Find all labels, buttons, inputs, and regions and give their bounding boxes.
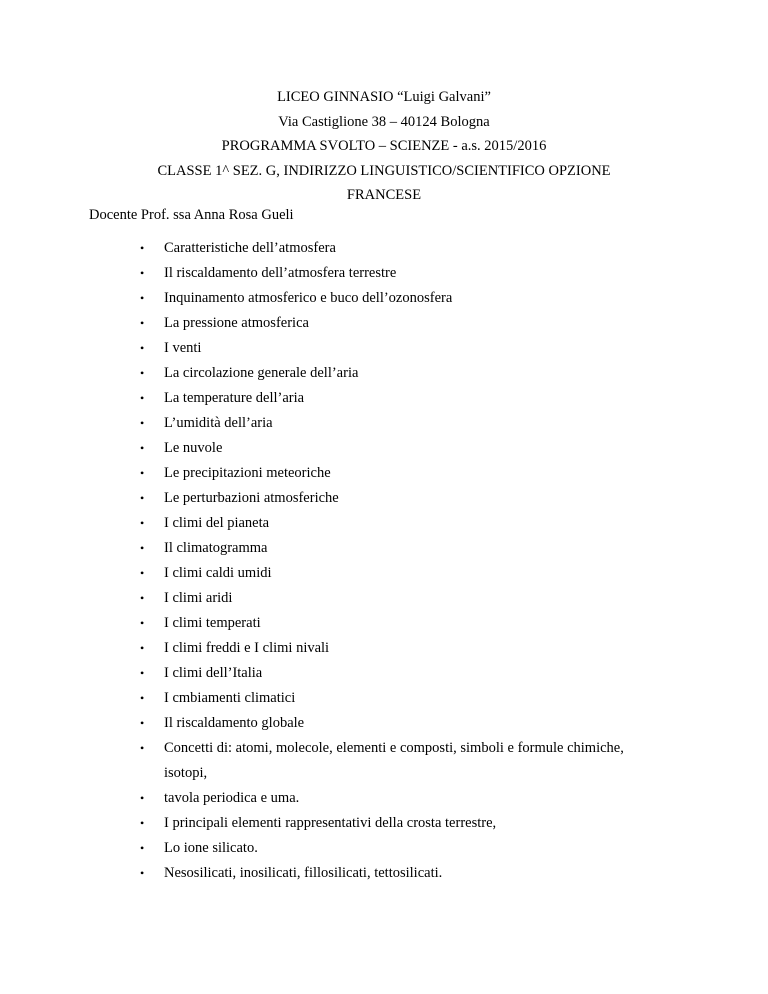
bullet-icon: • <box>140 391 145 405</box>
bullet-icon: • <box>140 466 145 480</box>
topic-item <box>140 686 640 711</box>
topic-item <box>140 486 640 511</box>
topic-text: I venti <box>164 340 202 356</box>
bullet-icon: • <box>140 366 145 380</box>
bullet-icon: • <box>140 291 145 305</box>
topic-text: Il riscaldamento globale <box>164 715 305 731</box>
topic-item <box>140 611 640 636</box>
topic-item <box>140 236 640 261</box>
topic-text: I climi freddi e I climi nivali <box>164 640 330 656</box>
topic-item <box>140 286 640 311</box>
class-line-1: CLASSE 1^ SEZ. G, INDIRIZZO LINGUISTICO/SCIENTIFICO OPZIONE <box>157 163 611 179</box>
bullet-icon: • <box>140 741 145 755</box>
bullet-icon: • <box>140 641 145 655</box>
bullet-icon: • <box>140 666 145 680</box>
topic-text: Lo ione silicato. <box>164 840 258 856</box>
topic-text: I climi dell’Italia <box>164 665 263 681</box>
bullet-icon: • <box>140 416 145 430</box>
topic-text: Le perturbazioni atmosferiche <box>164 490 339 506</box>
topic-item <box>140 811 640 836</box>
topic-text: I cmbiamenti climatici <box>164 690 296 706</box>
topic-text: La pressione atmosferica <box>164 315 309 331</box>
school-name: LICEO GINNASIO “Luigi Galvani” <box>277 89 491 105</box>
topic-text: Caratteristiche dell’atmosfera <box>164 240 336 256</box>
bullet-icon: • <box>140 716 145 730</box>
topic-text: L’umidità dell’aria <box>164 415 273 431</box>
topic-text: I principali elementi rappresentativi della crosta terrestre, <box>164 815 497 831</box>
topic-text: Il climatogramma <box>164 540 268 556</box>
topic-text: Concetti di: atomi, molecole, elementi e composti, simboli e formule chimiche, isotopi, <box>164 740 624 781</box>
topic-item <box>140 736 640 786</box>
bullet-icon: • <box>140 341 145 355</box>
topic-text: I climi del pianeta <box>164 515 270 531</box>
bullet-icon: • <box>140 266 145 280</box>
bullet-icon: • <box>140 816 145 830</box>
topic-text: Nesosilicati, inosilicati, fillosilicati, tettosilicati. <box>164 865 443 881</box>
program-title: PROGRAMMA SVOLTO – SCIENZE - a.s. 2015/2016 <box>221 138 547 154</box>
bullet-icon: • <box>140 841 145 855</box>
bullet-icon: • <box>140 541 145 555</box>
bullet-icon: • <box>140 616 145 630</box>
topic-item <box>140 836 640 861</box>
topic-item <box>140 386 640 411</box>
topic-text: La temperature dell’aria <box>164 390 305 406</box>
bullet-icon: • <box>140 241 145 255</box>
topic-item <box>140 661 640 686</box>
topic-item <box>140 336 640 361</box>
topic-item <box>140 461 640 486</box>
bullet-icon: • <box>140 441 145 455</box>
topic-item <box>140 786 640 811</box>
class-line-2: FRANCESE <box>346 187 422 203</box>
bullet-icon: • <box>140 491 145 505</box>
topic-item <box>140 861 640 886</box>
topic-text: I climi aridi <box>164 590 233 606</box>
topic-text: Le nuvole <box>164 440 223 456</box>
topic-item <box>140 436 640 461</box>
teacher-name: Docente Prof. ssa Anna Rosa Gueli <box>89 207 294 223</box>
topic-item <box>140 411 640 436</box>
bullet-icon: • <box>140 516 145 530</box>
bullet-icon: • <box>140 866 145 880</box>
topic-item <box>140 561 640 586</box>
topic-item <box>140 261 640 286</box>
bullet-icon: • <box>140 791 145 805</box>
bullet-icon: • <box>140 316 145 330</box>
topic-item <box>140 511 640 536</box>
topic-text: Il riscaldamento dell’atmosfera terrestre <box>164 265 397 281</box>
bullet-icon: • <box>140 691 145 705</box>
topic-item <box>140 536 640 561</box>
topic-text: Inquinamento atmosferico e buco dell’ozonosfera <box>164 290 453 306</box>
topic-item <box>140 711 640 736</box>
bullet-icon: • <box>140 566 145 580</box>
topic-item <box>140 311 640 336</box>
school-address: Via Castiglione 38 – 40124 Bologna <box>278 114 490 130</box>
topic-text: I climi caldi umidi <box>164 565 272 581</box>
topic-item <box>140 361 640 386</box>
topic-item <box>140 586 640 611</box>
topic-text: Le precipitazioni meteoriche <box>164 465 331 481</box>
topic-text: La circolazione generale dell’aria <box>164 365 359 381</box>
topic-item <box>140 636 640 661</box>
bullet-icon: • <box>140 591 145 605</box>
topic-text: I climi temperati <box>164 615 261 631</box>
topic-text: tavola periodica e uma. <box>164 790 300 806</box>
